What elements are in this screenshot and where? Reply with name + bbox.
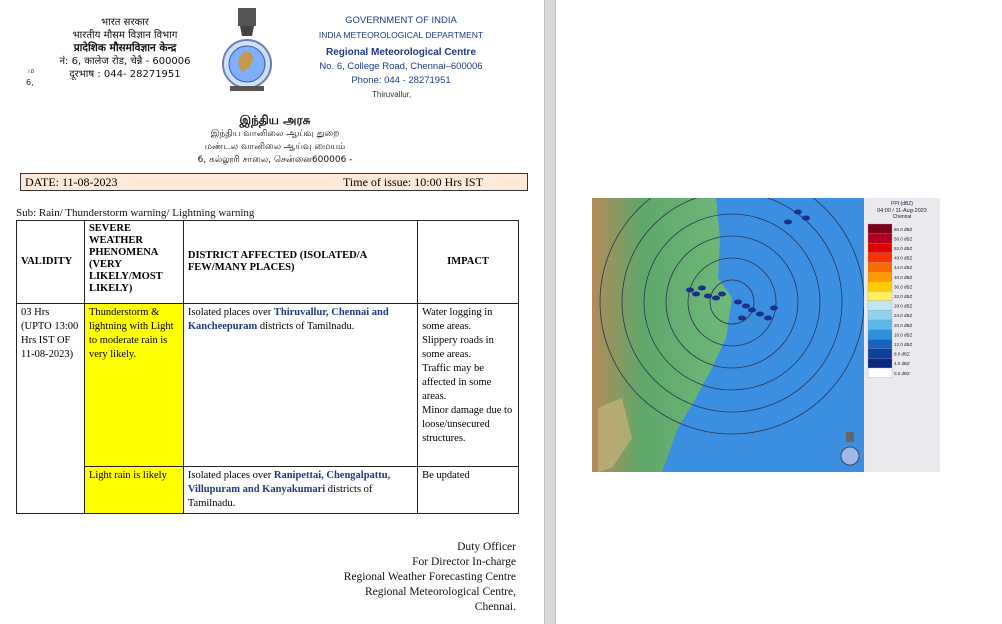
header-fragment: Thiruvallur, — [372, 90, 412, 99]
radar-echo — [784, 220, 792, 225]
impact-item: Minor damage due to loose/unsecured structures. — [422, 405, 513, 444]
phenomena-cell: Light rain is likely — [84, 467, 183, 514]
legend-label: 60.0 dBZ — [894, 226, 913, 232]
district-suffix: districts of Tamilnadu. — [187, 484, 373, 509]
radar-echo — [734, 300, 742, 305]
tamil-header — [150, 112, 400, 167]
district-cell — [183, 304, 417, 467]
signature-line: Regional Meteorological Centre, — [364, 586, 516, 598]
hindi-line: दूरभाष : 044- 28271951 — [69, 69, 181, 80]
english-header — [296, 14, 506, 88]
header-impact: IMPACT — [418, 221, 519, 304]
legend-label: 20.0 dBZ — [894, 322, 913, 328]
header-fragment: 6, — [26, 78, 34, 87]
english-line: Phone: 044 - 28271951 — [351, 75, 451, 86]
tamil-line: மண்டல வானிலை ஆய்வு மையம் — [204, 142, 346, 152]
legend-label: 52.0 dBZ — [894, 246, 913, 251]
impact-cell: Be updated — [418, 467, 519, 514]
impact-item: Traffic may be affected in some areas. — [422, 363, 492, 402]
radar-title-line: 04:00 / 11-Aug-2023 — [877, 208, 927, 214]
radar-echo — [718, 292, 726, 297]
legend-swatch — [868, 320, 892, 330]
header-fragment: ம — [28, 66, 35, 75]
header-validity: VALIDITY — [17, 221, 85, 304]
legend-swatch — [868, 330, 892, 340]
radar-echo — [686, 288, 694, 293]
signature-line: For Director In-charge — [412, 556, 516, 568]
impact-cell — [418, 304, 519, 467]
table-row — [17, 467, 519, 514]
radar-echo — [698, 286, 706, 291]
radar-echo — [748, 308, 756, 313]
english-line: No. 6, College Road, Chennai–600006 — [319, 61, 483, 72]
legend-swatch — [868, 243, 892, 253]
hindi-header — [40, 16, 210, 81]
radar-echo — [770, 306, 778, 311]
imd-emblem-icon — [220, 6, 274, 94]
district-suffix: districts of Tamilnadu. — [257, 321, 355, 332]
header-district: DISTRICT AFFECTED (ISOLATED/A FEW/MANY PLACES) — [183, 221, 417, 304]
radar-title-line: PPI (dBZ) — [891, 201, 913, 207]
district-names: Thiruvallur, Chennai and Kancheepuram — [187, 307, 389, 332]
legend-swatch — [868, 349, 892, 359]
district-cell — [183, 467, 417, 514]
signature-line: Duty Officer — [457, 541, 516, 553]
legend-swatch — [868, 262, 892, 272]
legend-swatch — [868, 358, 892, 368]
legend-label: 24.0 dBZ — [894, 313, 913, 319]
legend-label: 48.0 dBZ — [894, 255, 913, 261]
hindi-line: भारत सरकार — [101, 17, 149, 28]
legend-label: 12.0 dBZ — [894, 342, 913, 347]
radar-image — [592, 198, 940, 472]
legend-swatch — [868, 310, 892, 320]
radar-echo — [704, 294, 712, 299]
signature-line: Chennai. — [474, 601, 516, 613]
english-line: GOVERNMENT OF INDIA — [345, 15, 457, 26]
legend-swatch — [868, 224, 892, 234]
radar-title-line: Chennai — [892, 214, 912, 220]
legend-label: 36.0 dBZ — [894, 284, 913, 290]
legend-swatch — [868, 272, 892, 282]
legend-swatch — [868, 368, 892, 378]
legend-swatch — [868, 234, 892, 244]
english-line: Regional Meteorological Centre — [325, 47, 477, 58]
english-line: INDIA METEOROLOGICAL DEPARTMENT — [318, 30, 484, 40]
legend-swatch — [868, 339, 892, 349]
legend-label: 32.0 dBZ — [894, 294, 913, 299]
radar-echo — [742, 304, 750, 309]
legend-swatch — [868, 282, 892, 292]
issue-date: DATE: 11-08-2023 — [25, 175, 118, 189]
signature-line: Regional Weather Forecasting Centre — [343, 571, 516, 583]
legend-label: 40.0 dBZ — [894, 274, 913, 280]
district-prefix: Isolated places over — [187, 307, 274, 318]
legend-label: 44.0 dBZ — [894, 265, 913, 271]
hindi-line: भारतीय मौसम विज्ञान विभाग — [72, 30, 178, 41]
legend-label: 16.0 dBZ — [894, 332, 913, 338]
radar-echo — [712, 296, 720, 301]
legend-label: 8.0 dBZ — [894, 351, 910, 357]
radar-echo — [738, 316, 746, 321]
table-header-row — [17, 221, 519, 304]
subject-line: Sub: Rain/ Thunderstorm warning/ Lightning warning — [16, 207, 255, 219]
legend-label: 28.0 dBZ — [894, 303, 913, 309]
tamil-line: இந்திய அரசு — [239, 113, 311, 127]
radar-echo — [764, 316, 772, 321]
phenomena-cell: Thunderstorm & lightning with Light to moderate rain is very likely. — [84, 304, 183, 467]
date-bar — [20, 173, 528, 191]
header-phenomena: SEVERE WEATHER PHENOMENA (VERY LIKELY/MOST LIKELY) — [84, 221, 183, 304]
hindi-line: नं: 6, कालेज रोड, चेन्नै - 600006 — [59, 56, 191, 67]
tamil-line: 6, கல்லூரி சாலை, சென்னை600006 - — [197, 155, 353, 165]
radar-echo — [794, 210, 802, 215]
hindi-line: प्रादेशिक मौसमविज्ञान केन्द्र — [73, 42, 177, 54]
warning-table — [16, 220, 519, 514]
legend-swatch — [868, 253, 892, 263]
legend-swatch — [868, 301, 892, 311]
district-names: Ranipettai, Chengalpattu, Villupuram and Kanyakumari — [187, 470, 391, 495]
radar-echo — [756, 312, 764, 317]
issue-time: Time of issue: 10:00 Hrs IST — [343, 175, 483, 189]
page-divider — [544, 0, 556, 624]
impact-item: Slippery roads in some areas. — [422, 335, 494, 360]
legend-label: 56.0 dBZ — [894, 236, 913, 242]
tamil-line: இந்திய வானிலை ஆய்வு துறை — [210, 129, 340, 139]
legend-label: 4.0 dBZ — [894, 361, 910, 367]
validity-cell: 03 Hrs (UPTO 13:00 Hrs IST OF 11-08-2023) — [17, 304, 85, 514]
radar-echo — [802, 216, 810, 221]
radar-echo — [692, 292, 700, 297]
table-row — [17, 304, 519, 467]
impact-item: Water logging in some areas. — [422, 307, 493, 332]
legend-swatch — [868, 291, 892, 301]
signature-block — [216, 540, 516, 615]
legend-label: 0.0 dBZ — [894, 370, 910, 376]
district-prefix: Isolated places over — [187, 470, 274, 481]
